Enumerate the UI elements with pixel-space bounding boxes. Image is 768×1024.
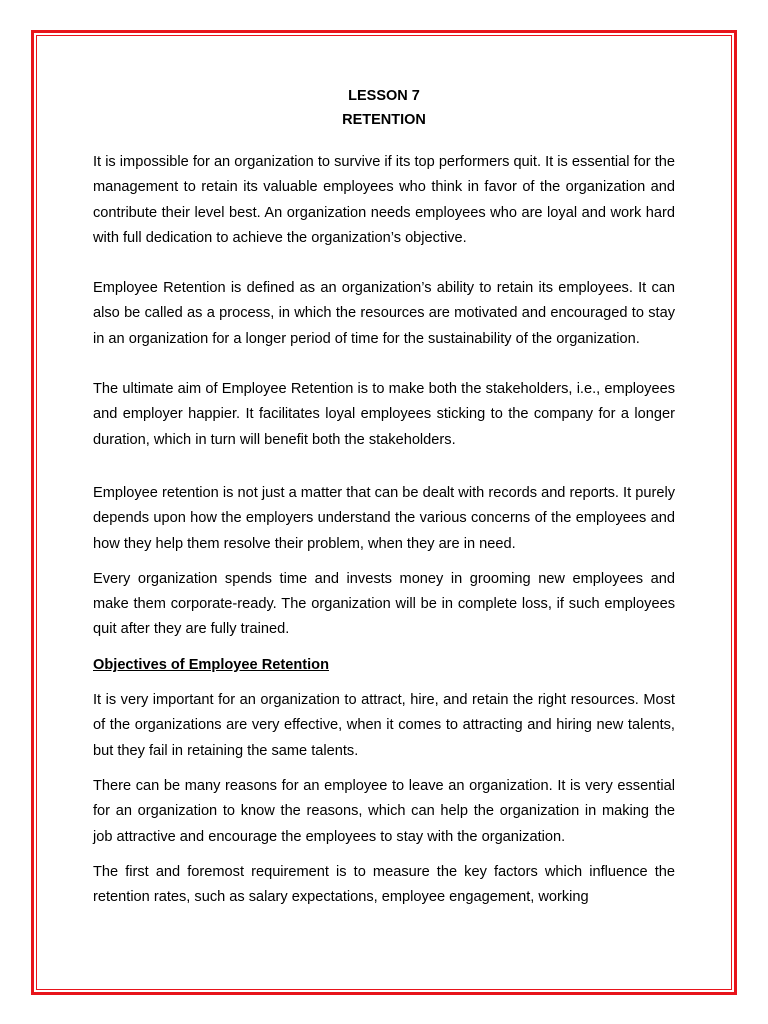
- lesson-title: RETENTION: [342, 112, 426, 128]
- paragraph-objectives-attract: It is very important for an organization to attract, hire, and retain the right resources. Most of the organizations are very effective, when it comes to attracting and hiring new talents, but they fail in retaining the same talents.: [93, 692, 675, 759]
- paragraph-aim: The ultimate aim of Employee Retention is to make both the stakeholders, i.e., employees and employer happier. It facilitates loyal employees sticking to the company for a longer duration, which in turn will benefit both the stakeholders.: [93, 381, 675, 448]
- paragraph-investment: Every organization spends time and invests money in grooming new employees and make them corporate-ready. The organization will be in complete loss, if such employees quit after they are fully trained.: [93, 570, 675, 638]
- paragraph-concerns: Employee retention is not just a matter that can be dealt with records and reports. It purely depends upon how the employers understand the various concerns of the employees and how they help them resolve their problem, when they are in need.: [93, 484, 675, 552]
- lesson-number: LESSON 7: [348, 88, 420, 104]
- objectives-heading: Objectives of Employee Retention: [93, 656, 329, 673]
- paragraph-objectives-reasons: There can be many reasons for an employee to leave an organization. It is very essential for an organization to know the reasons, which can help the organization in making the job attractive and encourage the employees to stay with the organization.: [93, 777, 675, 845]
- lesson-header: [93, 84, 675, 132]
- paragraph-objectives-factors: The first and foremost requirement is to measure the key factors which influence the retention rates, such as salary expectations, employee engagement, working: [93, 863, 675, 906]
- paragraph-definition: Employee Retention is defined as an organization’s ability to retain its employees. It can also be called as a process, in which the resources are motivated and encouraged to stay in an organization for a longer period of time for the sustainability of the organization.: [93, 280, 675, 347]
- paragraph-intro: It is impossible for an organization to survive if its top performers quit. It is essential for the management to retain its valuable employees who think in favor of the organization and contribute their level best. An organization needs employees who are loyal and work hard with full dedication to achieve the organization’s objective.: [93, 154, 675, 246]
- document-page: [93, 84, 675, 910]
